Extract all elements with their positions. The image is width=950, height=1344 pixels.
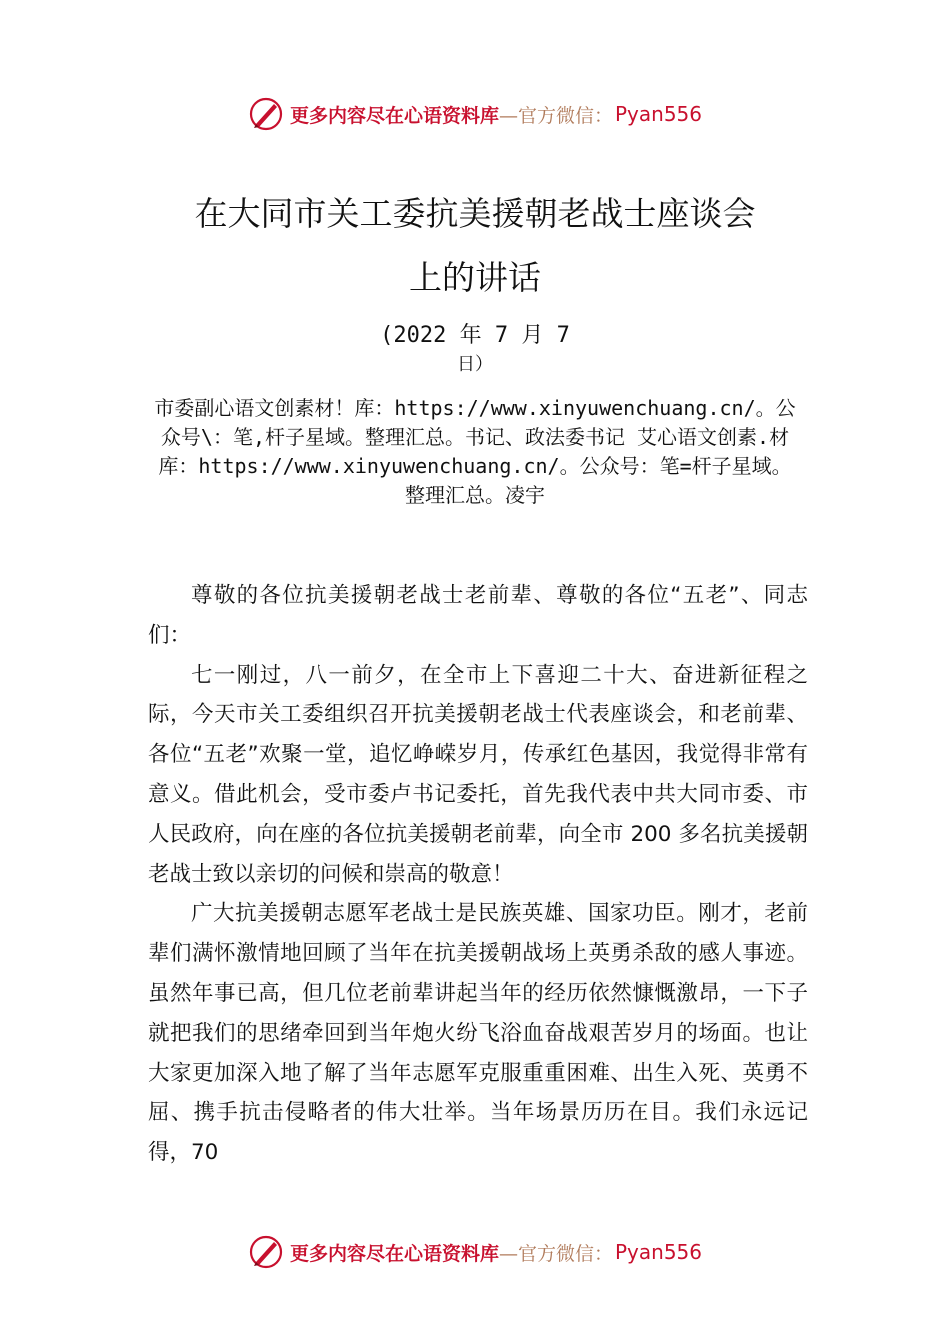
- date-line1: (2022 年 7 月 7: [380, 323, 570, 348]
- banner-wechat-label: —官方微信：: [498, 104, 613, 127]
- pen-logo-icon: [248, 96, 284, 132]
- banner-wechat-id: Pyan556: [615, 102, 703, 126]
- document-body: [148, 576, 808, 1173]
- banner-wechat-id: Pyan556: [615, 1240, 703, 1264]
- author-block: 市委副心语文创素材！库：https://www.xinyuwenchuang.cn/。公众号\：笔,杆子星域。整理汇总。书记、政法委书记 艾心语文创素.材库：https://www.xinyuwenchuang.cn/。公众号：笔=杆子星域。整理汇总。凌宇: [154, 396, 796, 507]
- pen-logo-icon: [248, 1234, 284, 1270]
- banner-wechat-label: —官方微信：: [498, 1242, 613, 1265]
- body-paragraph: 七一刚过，八一前夕，在全市上下喜迎二十大、奋进新征程之际，今天市关工委组织召开抗美援朝老战士代表座谈会，和老前辈、各位“五老”欢聚一堂，追忆峥嵘岁月，传承红色基因，我觉得非常有意义。借此机会，受市委卢书记委托，首先我代表中共大同市委、市人民政府，向在座的各位抗美援朝老前辈，向全市 200 多名抗美援朝老战士致以亲切的问候和崇高的敬意！: [148, 662, 808, 887]
- body-paragraph: 广大抗美援朝志愿军老战士是民族英雄、国家功臣。刚才，老前辈们满怀激情地回顾了当年在抗美援朝战场上英勇杀敌的感人事迹。虽然年事已高，但几位老前辈讲起当年的经历依然慷慨激昂，一下子就把我们的思绪牵回到当年炮火纷飞浴血奋战艰苦岁月的场面。也让大家更加深入地了解了当年志愿军克服重重困难、出生入死、英勇不屈、携手抗击侵略者的伟大壮举。当年场景历历在目。我们永远记得，70: [148, 901, 808, 1166]
- header-banner: [0, 92, 950, 136]
- salutation-paragraph: 尊敬的各位抗美援朝老战士老前辈、尊敬的各位“五老”、同志们：: [148, 583, 808, 648]
- document-title-line2: 上的讲话: [409, 258, 541, 297]
- banner-library-text: 更多内容尽在心语资料库: [289, 104, 499, 127]
- banner-library-text: 更多内容尽在心语资料库: [289, 1242, 499, 1265]
- footer-banner: [0, 1230, 950, 1274]
- document-title-line1: 在大同市关工委抗美援朝老战士座谈会: [194, 194, 756, 233]
- date-line2: 日）: [457, 354, 493, 375]
